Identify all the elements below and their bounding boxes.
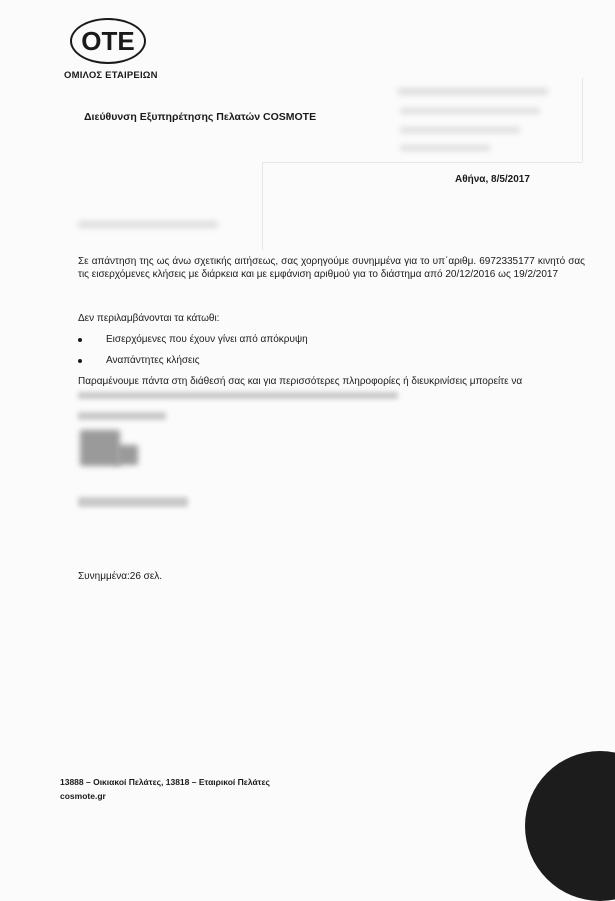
scan-artifact-line	[262, 162, 582, 163]
redacted-header-block	[398, 88, 548, 95]
bullet-icon	[78, 359, 82, 363]
redacted-header-block	[400, 108, 540, 114]
ote-logo-text: ΟΤΕ	[81, 25, 135, 56]
group-label: ΟΜΙΛΟΣ ΕΤΑΙΡΕΙΩΝ	[64, 70, 158, 81]
redacted-signature	[80, 430, 120, 466]
footer-phones: 13888 – Οικιακοί Πελάτες, 13818 – Εταιρικοί Πελάτες	[60, 777, 270, 787]
body-paragraph-3: Παραμένουμε πάντα στη διάθεσή σας και για περισσότερες πληροφορίες ή διευκρινίσεις μπορείτε να	[78, 376, 523, 387]
decorative-corner-shape	[525, 751, 615, 901]
bullet-icon	[78, 338, 82, 342]
redacted-reference	[78, 221, 218, 228]
redacted-header-block	[400, 127, 520, 133]
scan-artifact-line	[582, 78, 583, 162]
redacted-signature-line	[78, 412, 166, 420]
redacted-signer-title	[78, 497, 188, 507]
sender-department: Διεύθυνση Εξυπηρέτησης Πελατών COSMOTE	[84, 111, 317, 123]
list-item	[78, 355, 200, 366]
list-item-text: Αναπάντητες κλήσεις	[106, 355, 200, 366]
ote-logo-mark	[70, 18, 146, 64]
ote-logo	[64, 18, 164, 81]
body-paragraph-2: Δεν περιλαμβάνονται τα κάτωθι:	[78, 313, 220, 324]
redacted-signature	[116, 445, 138, 465]
letter-date: Αθήνα, 8/5/2017	[455, 174, 530, 185]
attachments-note: Συνημμένα:26 σελ.	[78, 571, 163, 582]
list-item-text: Εισερχόμενες που έχουν γίνει από απόκρυψη	[106, 334, 308, 345]
footer-website: cosmote.gr	[60, 791, 106, 801]
scan-artifact-line	[262, 162, 263, 250]
list-item	[78, 334, 308, 345]
redacted-contact-line	[78, 392, 398, 399]
redacted-header-block	[400, 145, 490, 151]
body-paragraph-1: Σε απάντηση της ως άνω σχετικής αιτήσεως, σας χορηγούμε συνημμένα για το υπ΄αριθμ. 6972335177 κινητό σας τις εισερχόμενες κλήσεις με διάρκεια και με εμφάνιση αριθμού για το διάστημα από 20/12/2016 ως 19/2/2017	[78, 256, 585, 280]
